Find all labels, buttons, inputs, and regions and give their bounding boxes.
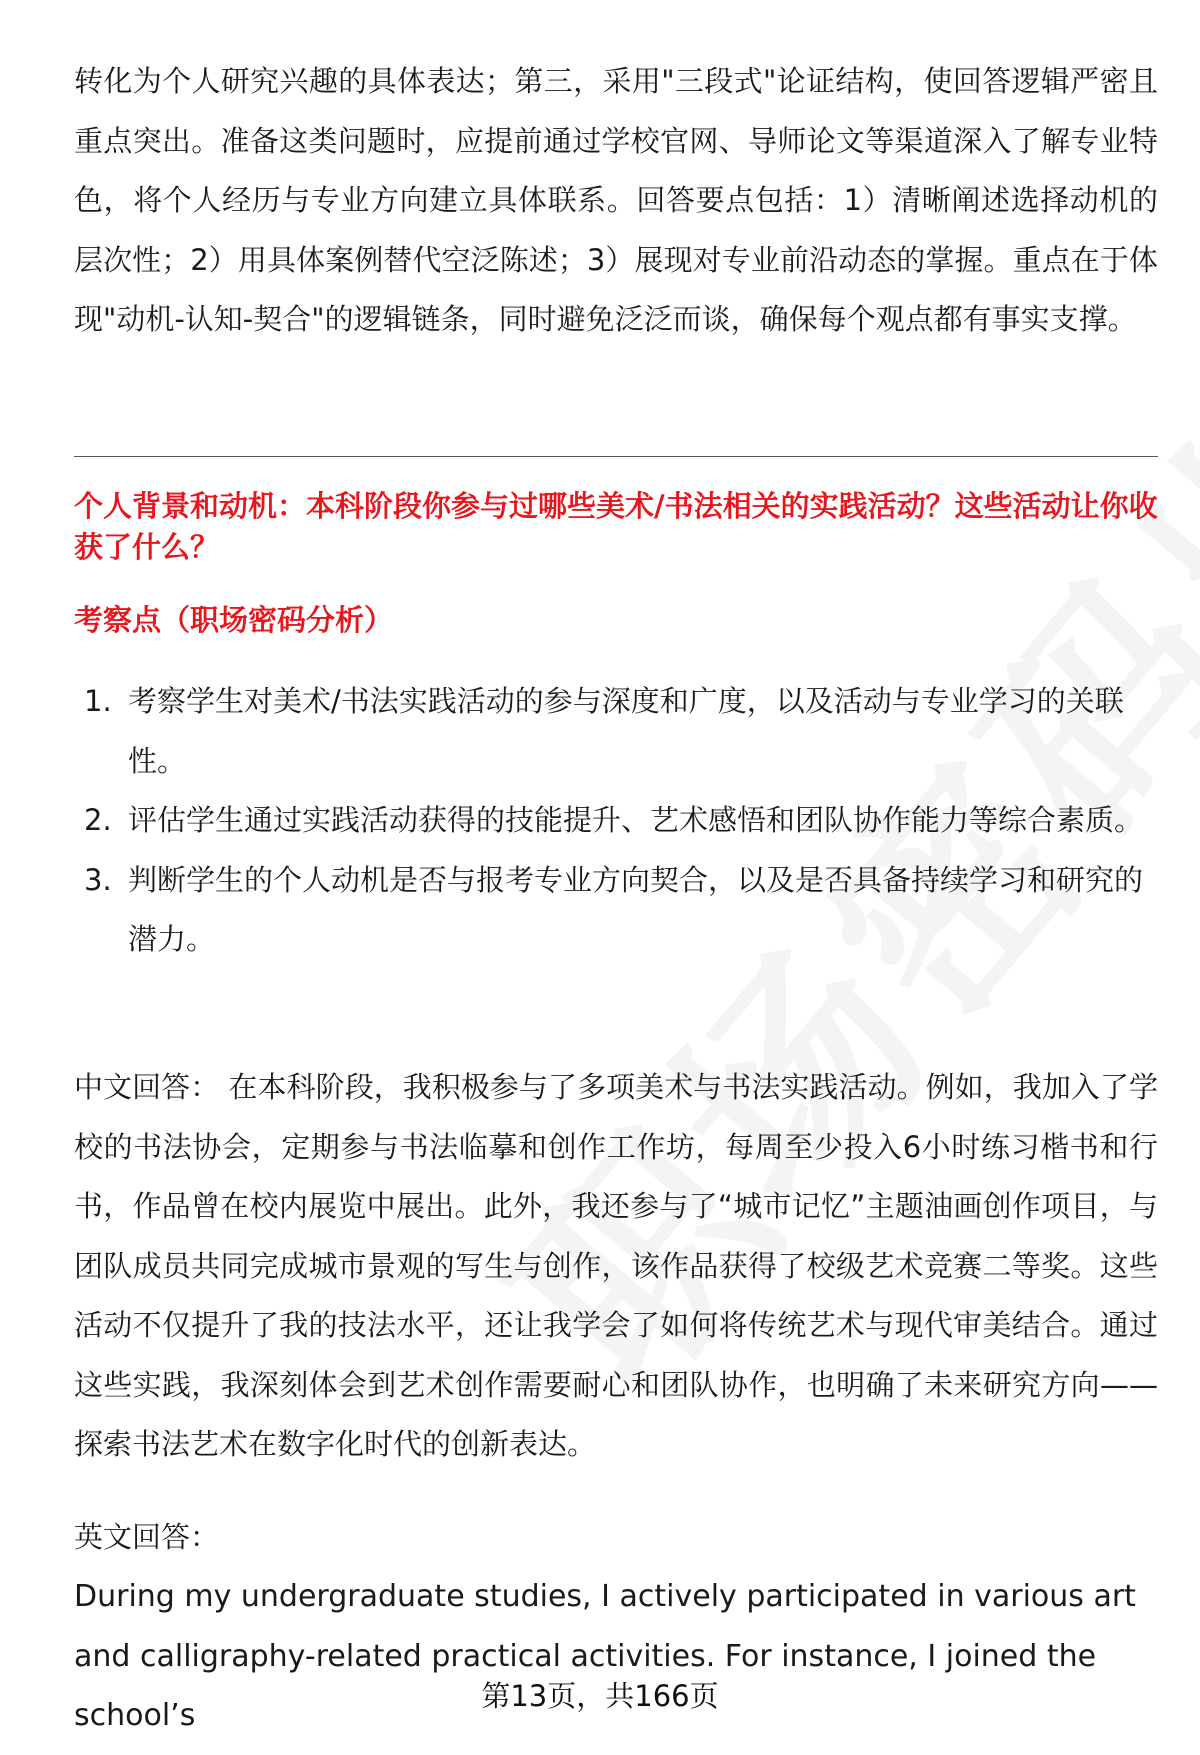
- point-number: 3.: [84, 862, 112, 897]
- point-number: 1.: [84, 684, 112, 718]
- assessment-heading: 考察点（职场密码分析）: [74, 603, 394, 637]
- assessment-point: [74, 791, 1158, 851]
- section-divider: [74, 456, 1158, 457]
- assessment-point: [74, 672, 1158, 791]
- english-answer-paragraph: During my undergraduate studies, I actively participated in various art and calligraphy-related practical activities. For instance, I joined the school’s: [74, 1579, 1136, 1733]
- point-number: 2.: [84, 803, 112, 837]
- point-text: 判断学生的个人动机是否与报考专业方向契合，以及是否具备持续学习和研究的潜力。: [128, 862, 1144, 956]
- question-heading: 个人背景和动机：本科阶段你参与过哪些美术/书法相关的实践活动？这些活动让你收获了什么？: [74, 489, 1158, 564]
- point-text: 考察学生对美术/书法实践活动的参与深度和广度，以及活动与专业学习的关联性。: [128, 684, 1124, 778]
- assessment-point: [74, 851, 1158, 970]
- page-number-footer: 第13页，共166页: [481, 1679, 719, 1713]
- intro-paragraph: 转化为个人研究兴趣的具体表达；第三，采用"三段式"论证结构，使回答逻辑严密且重点突出。准备这类问题时，应提前通过学校官网、导师论文等渠道深入了解专业特色，将个人经历与专业方向建立具体联系。回答要点包括：1）清晰阐述选择动机的层次性；2）用具体案例替代空泛陈述；3）展现对专业前沿动态的掌握。重点在于体现"动机-认知-契合"的逻辑链条，同时避免泛泛而谈，确保每个观点都有事实支撑。: [74, 64, 1158, 336]
- assessment-points-list: [74, 672, 1158, 970]
- english-answer-label: 英文回答：: [74, 1520, 220, 1554]
- point-text: 评估学生通过实践活动获得的技能提升、艺术感悟和团队协作能力等综合素质。: [128, 803, 1144, 837]
- chinese-answer-paragraph: 中文回答： 在本科阶段，我积极参与了多项美术与书法实践活动。例如，我加入了学校的书法协会，定期参与书法临摹和创作工作坊，每周至少投入6小时练习楷书和行书，作品曾在校内展览中展出。此外，我还参与了“城市记忆”主题油画创作项目，与团队成员共同完成城市景观的写生与创作，该作品获得了校级艺术竞赛二等奖。这些活动不仅提升了我的技法水平，还让我学会了如何将传统艺术与现代审美结合。通过这些实践，我深刻体会到艺术创作需要耐心和团队协作，也明确了未来研究方向——探索书法艺术在数字化时代的创新表达。: [74, 1070, 1158, 1461]
